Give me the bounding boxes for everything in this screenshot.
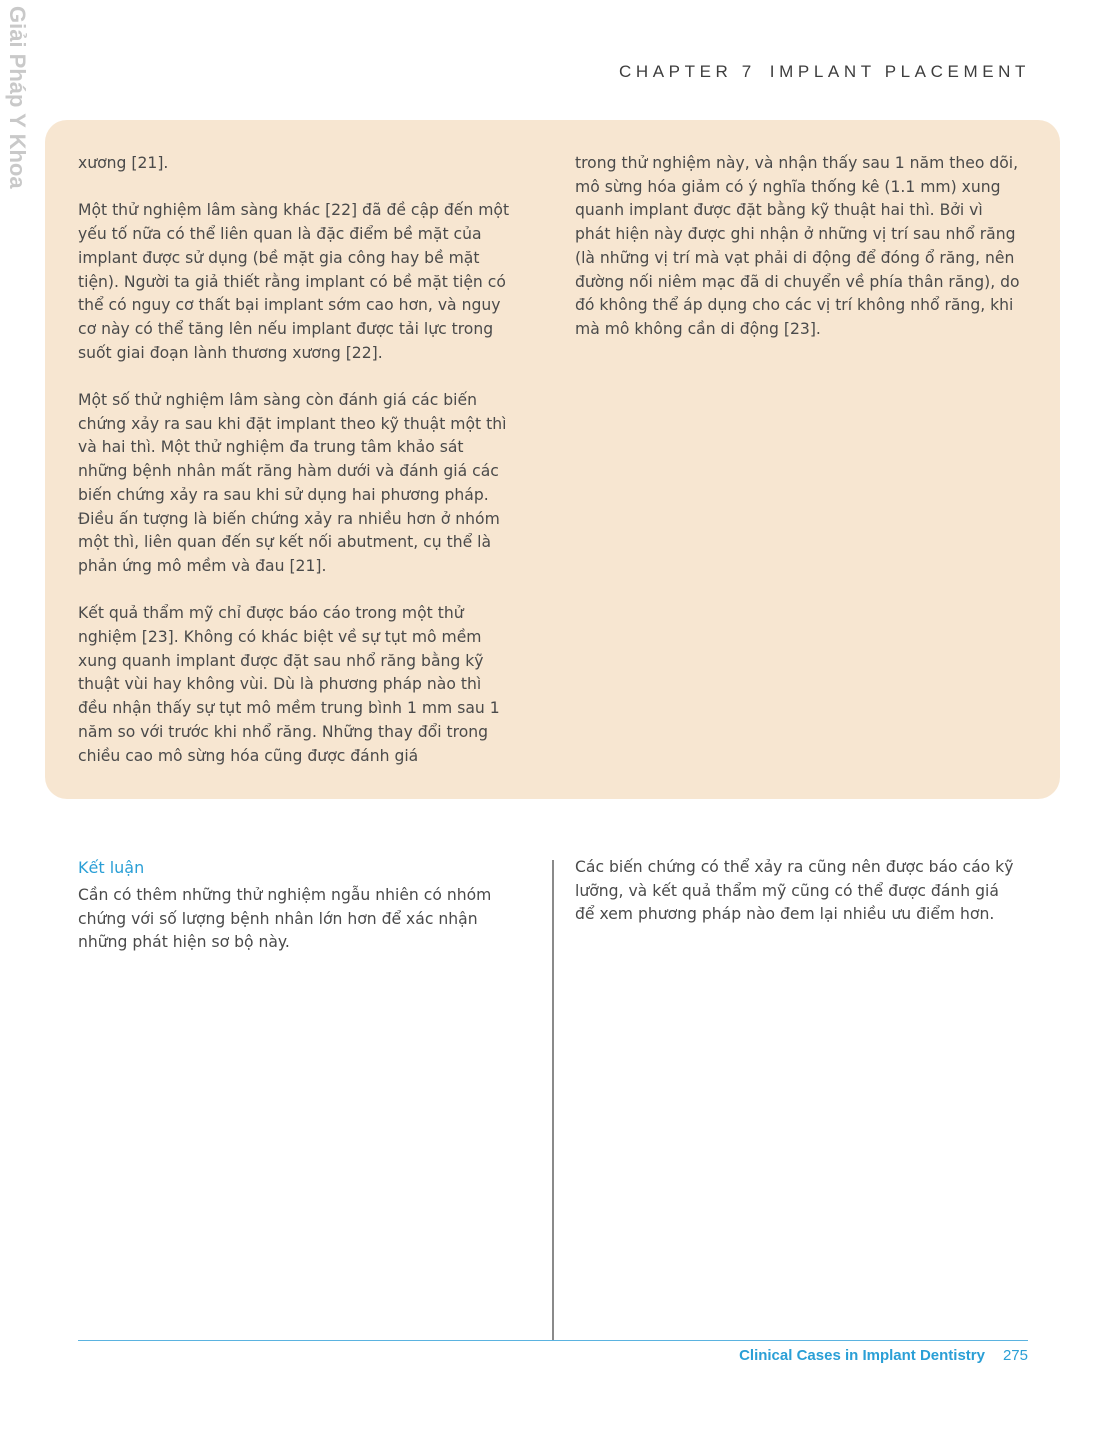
column-divider [552,860,554,1340]
paragraph: Kết quả thẩm mỹ chỉ được báo cáo trong một thử nghiệm [23]. Không có khác biệt về sự tụt mô mềm xung quanh implant được đặt sau nhổ răng bằng kỹ thuật vùi hay không vùi. Dù là phương pháp nào thì đều nhận thấy sự tụt mô mềm trung bình 1 mm sau 1 năm so với trước khi nhổ răng. Những thay đổi trong chiều cao mô sừng hóa cũng được đánh giá [78,604,500,765]
paragraph: Một thử nghiệm lâm sàng khác [22] đã đề cập đến một yếu tố nữa có thể liên quan là đặc điểm bề mặt của implant được sử dụng (bề mặt gia công hay bề mặt tiện). Người ta giả thiết rằng implant có bề mặt tiện có thể có nguy cơ thất bại implant sớm cao hơn, và nguy cơ này có thể tăng lên nếu implant được tải lực trong suốt giai đoạn lành thương xương [22]. [78,201,510,362]
chapter-label: CHAPTER 7 [618,62,756,81]
conclusion-right-column [575,856,1023,951]
paragraph: trong thử nghiệm này, và nhận thấy sau 1 năm theo dõi, mô sừng hóa giảm có ý nghĩa thống kê (1.1 mm) xung quanh implant được đặt bằng kỹ thuật hai thì. Bởi vì phát hiện này được ghi nhận ở những vị trí sau nhổ răng (là những vị trí mà vạt phải di động để đóng ổ răng, nên đường nối niêm mạc đã di chuyển về phía thân răng), do đó không thể áp dụng cho các vị trí không nhổ răng, khi mà mô không cần di động [23]. [575,154,1020,338]
box-right-column [575,152,1023,365]
book-title: Clinical Cases in Implant Dentistry [739,1347,985,1364]
running-head [619,62,1030,82]
conclusion-text: Cần có thêm những thử nghiệm ngẫu nhiên có nhóm chứng với số lượng bệnh nhân lớn hơn để xác nhận những phát hiện sơ bộ này. [78,886,492,952]
footer-rule [78,1340,1028,1341]
watermark: Giải Pháp Y Khoa [5,6,30,189]
footer [739,1347,1028,1364]
paragraph: xương [21]. [78,154,169,172]
box-left-column [78,152,510,792]
paragraph: Một số thử nghiệm lâm sàng còn đánh giá các biến chứng xảy ra sau khi đặt implant theo kỹ thuật một thì và hai thì. Một thử nghiệm đa trung tâm khảo sát những bệnh nhân mất răng hàm dưới và đánh giá các biến chứng xảy ra sau khi sử dụng hai phương pháp. Điều ấn tượng là biến chứng xảy ra nhiều hơn ở nhóm một thì, liên quan đến sự kết nối abutment, cụ thể là phản ứng mô mềm và đau [21]. [78,391,507,575]
conclusion-left-column [78,856,528,979]
conclusion-text-continued: Các biến chứng có thể xảy ra cũng nên được báo cáo kỹ lưỡng, và kết quả thẩm mỹ cũng có thể được đánh giá để xem phương pháp nào đem lại nhiều ưu điểm hơn. [575,858,1014,924]
page-number: 275 [1002,1347,1028,1364]
chapter-title: IMPLANT PLACEMENT [769,62,1030,81]
conclusion-heading: Kết luận [78,858,145,877]
